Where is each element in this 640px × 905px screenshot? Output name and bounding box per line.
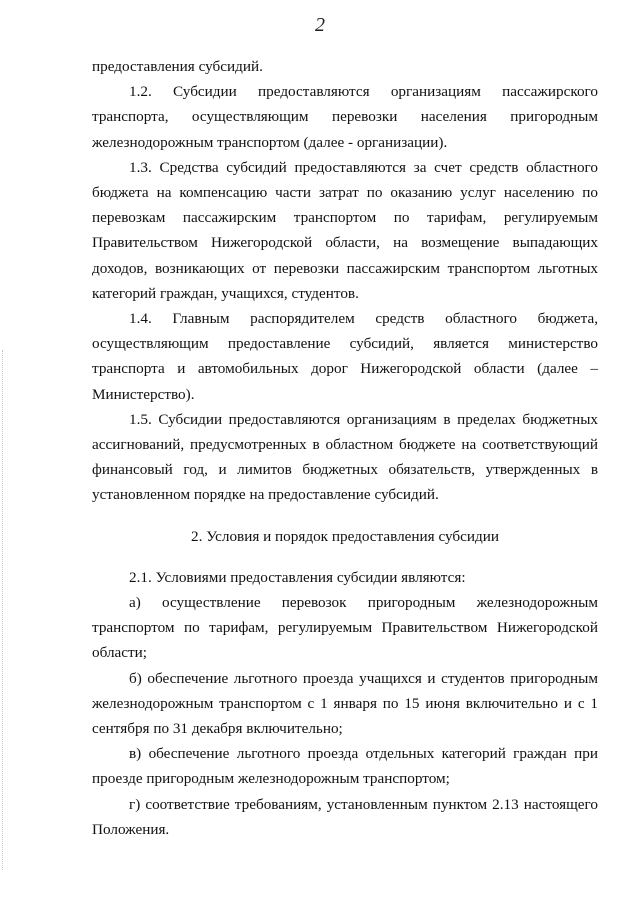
paragraph-continuation: предоставления субсидий. <box>92 58 263 75</box>
page-number: 2 <box>315 14 325 36</box>
paragraph-1-3: 1.3. Средства субсидий предоставляются за счет средств областного бюджета на компенсацию части затрат по оказанию услуг населению по перевозкам пассажирским транспортом по тарифам, регулируемым Правительством Нижегородской области, на возмещение выпадающих доходов, возникающих от перевозки пассажирским транспортом льготных категорий граждан, учащихся, студентов. <box>92 158 598 302</box>
paragraph-2-1-b: б) обеспечение льготного проезда учащихся и студентов пригородным железнодорожным транспортом с 1 января по 15 июня включительно и с 1 сентября по 31 декабря включительно; <box>92 669 598 738</box>
paragraph-1-5: 1.5. Субсидии предоставляются организациям в пределах бюджетных ассигнований, предусмотренных в областном бюджете на соответствующий финансовый год, и лимитов бюджетных обязательств, утвержденных в установленном порядке на предоставление субсидий. <box>92 410 598 504</box>
paragraph-1-4: 1.4. Главным распорядителем средств областного бюджета, осуществляющим предоставление субсидий, является министерство транспорта и автомобильных дорог Нижегородской области (далее – Министерство). <box>92 310 598 403</box>
paragraph-1-2: 1.2. Субсидии предоставляются организациям пассажирского транспорта, осуществляющим перевозки населения пригородным железнодорожным транспортом (далее - организации). <box>92 83 598 151</box>
paragraph-2-1-g: г) соответствие требованиям, установленным пунктом 2.13 настоящего Положения. <box>92 795 598 838</box>
paragraph-2-1: 2.1. Условиями предоставления субсидии являются: <box>129 568 466 586</box>
scan-edge-marks <box>2 350 5 870</box>
paragraph-2-1-v: в) обеспечение льготного проезда отдельных категорий граждан при проезде пригородным железнодорожным транспортом; <box>92 745 598 788</box>
document-body <box>92 54 598 842</box>
paragraph-2-1-a: а) осуществление перевозок пригородным железнодорожным транспортом по тарифам, регулируемым Правительством Нижегородской области; <box>92 594 598 662</box>
section-title: 2. Условия и порядок предоставления субсидии <box>191 527 499 545</box>
